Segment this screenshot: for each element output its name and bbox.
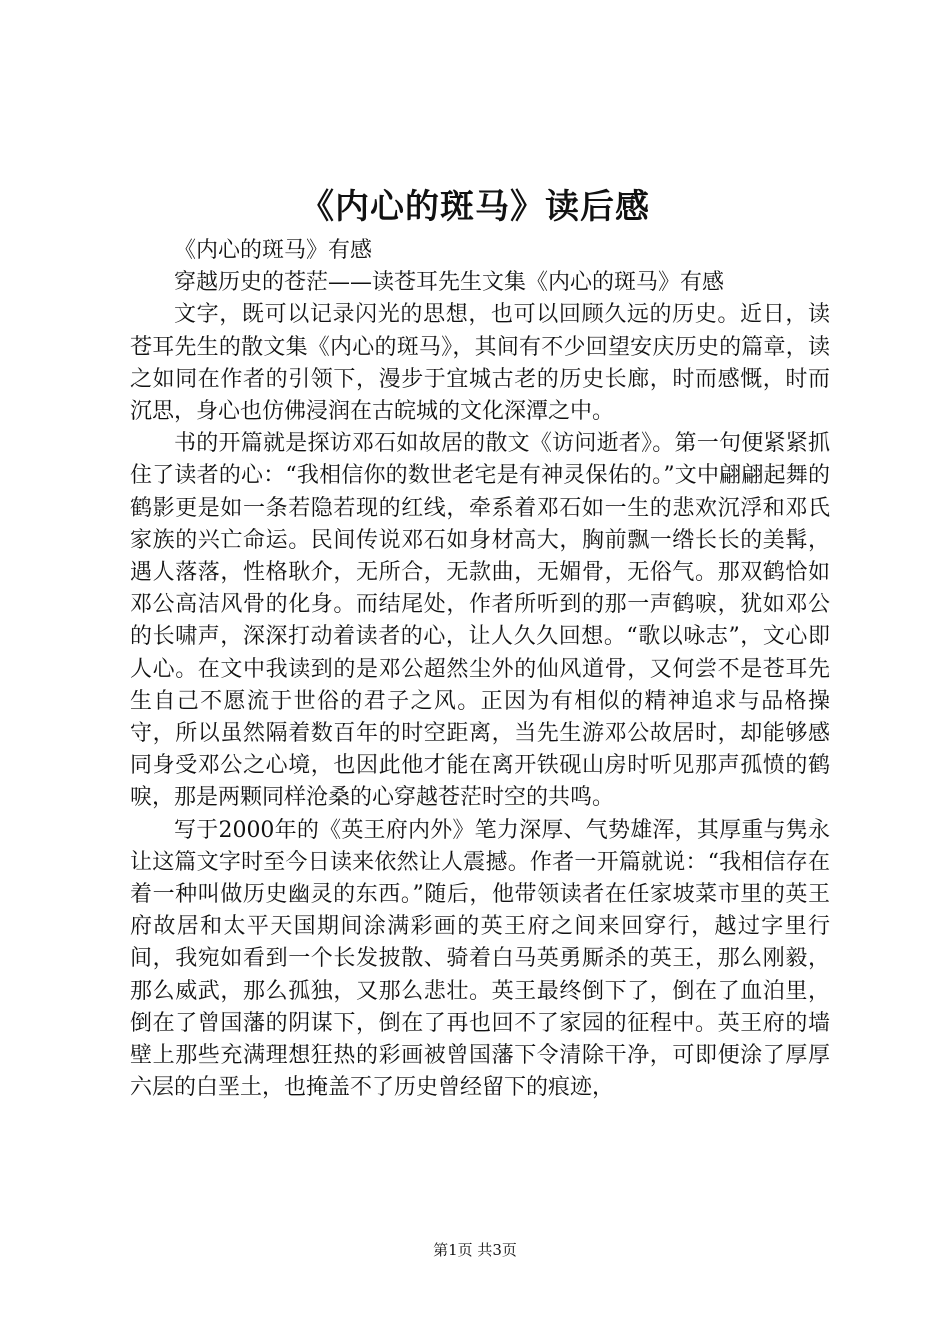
- subtitle-line: 《内心的斑马》有感: [174, 238, 373, 263]
- heading-line: 穿越历史的苍茫——读苍耳先生文集《内心的斑马》有感: [174, 270, 725, 296]
- paragraph-3: 写于2000年的《英王府内外》笔力深厚、气势雄浑，其厚重与隽永让这篇文字时至今日读来依然让人震撼。作者一开篇就说：“我相信存在着一种叫做历史幽灵的东西。”随后，他带领读者在任家坡菜市里的英王府故居和太平天国期间涂满彩画的英王府之间来回穿行，越过字里行间，我宛如看到一个长发披散、骑着白马英勇厮杀的英王，那么刚毅，那么威武，那么孤独，又那么悲壮。英王最终倒下了，倒在了血泊里，倒在了曾国藩的阴谋下，倒在了再也回不了家园的征程中。英王府的墙壁上那些充满理想狂热的彩画被曾国藩下令清除干净，可即便涂了厚厚六层的白垩土，也掩盖不了历史曾经留下的痕迹，: [130, 817, 830, 1101]
- paragraph-2: 书的开篇就是探访邓石如故居的散文《访问逝者》。第一句便紧紧抓住了读者的心：“我相信你的数世老宅是有神灵保佑的。”文中翩翩起舞的鹤影更是如一条若隐若现的红线，牵系着邓石如一生的悲欢沉浮和邓氏家族的兴亡命运。民间传说邓石如身材高大，胸前飘一绺长长的美髯，遇人落落，性格耿介，无所合，无款曲，无媚骨，无俗气。那双鹤恰如邓公高洁风骨的化身。而结尾处，作者所听到的那一声鹤唳，犹如邓公的长啸声，深深打动着读者的心，让人久久回想。“歌以咏志”，文心即人心。在文中我读到的是邓公超然尘外的仙风道骨，又何尝不是苍耳先生自己不愿流于世俗的君子之风。正因为有相似的精神追求与品格操守，所以虽然隔着数百年的时空距离，当先生游邓公故居时，却能够感同身受邓公之心境，也因此他才能在离开铁砚山房时听见那声孤愤的鹤唳，那是两颗同样沧桑的心穿越苍茫时空的共鸣。: [130, 431, 830, 811]
- document-body: [130, 235, 830, 1104]
- document-title: 《内心的斑马》读后感: [300, 187, 650, 227]
- paragraph-1: 文字，既可以记录闪光的思想，也可以回顾久远的历史。近日，读苍耳先生的散文集《内心的斑马》，其间有不少回望安庆历史的篇章，读之如同在作者的引领下，漫步于宜城古老的历史长廊，时而感慨，时而沉思，身心也仿佛浸润在古皖城的文化深潭之中。: [130, 302, 830, 425]
- page-footer: 第1页 共3页: [433, 1241, 517, 1259]
